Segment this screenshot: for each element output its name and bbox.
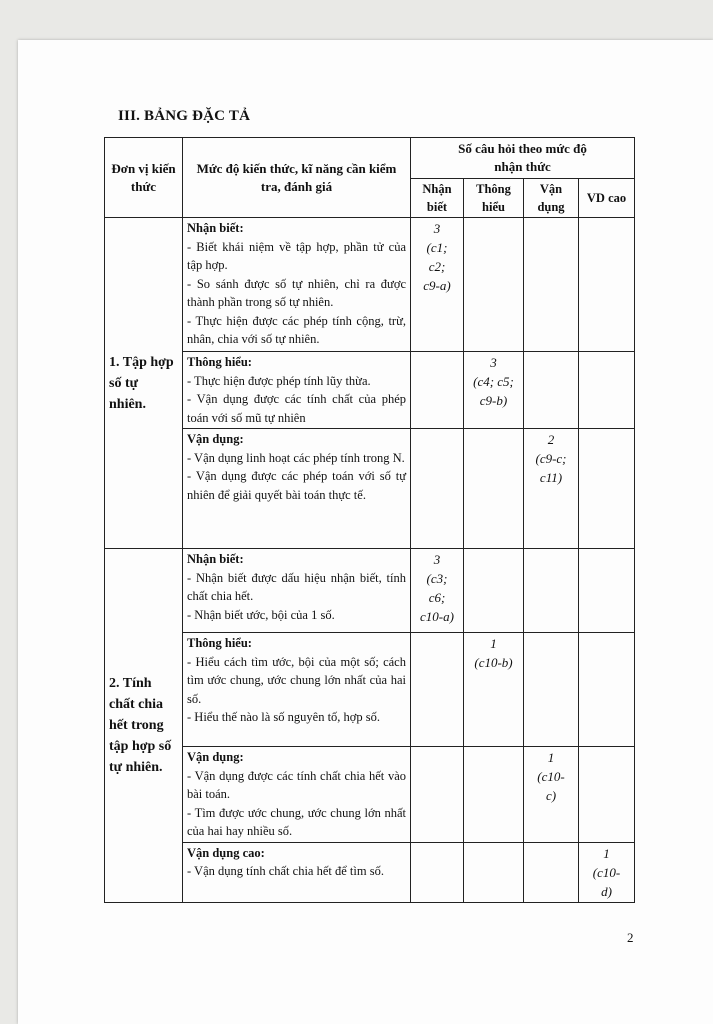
desc-item: - Nhận biết được dấu hiệu nhận biết, tính chất chia hết. <box>187 570 406 603</box>
cell-nb-empty <box>411 429 464 549</box>
unit-2-van-dung-cao-desc <box>183 842 411 902</box>
cell-vdc-empty <box>579 352 635 429</box>
unit-1-van-dung-desc <box>183 429 411 549</box>
question-ref: c10-a) <box>420 609 454 624</box>
question-ref: (c4; c5; <box>473 374 514 389</box>
cell-nb-empty <box>411 352 464 429</box>
question-count: 2 <box>547 432 555 447</box>
cell-th <box>464 633 524 747</box>
question-ref: (c10- <box>592 864 621 880</box>
cell-vd-empty <box>524 218 579 352</box>
cell-vdc <box>579 842 635 902</box>
cell-vdc-empty <box>579 747 635 843</box>
level-title: Vận dụng: <box>187 750 244 764</box>
cell-nb-empty <box>411 633 464 747</box>
unit-1-name: 1. Tập hợp số tự nhiên. <box>105 218 183 549</box>
table-row <box>105 549 635 633</box>
unit-1-nhan-biet-desc <box>183 218 411 352</box>
desc-item: - Vận dụng linh hoạt các phép tính trong N. <box>187 450 405 465</box>
question-ref: c9-b) <box>479 393 508 408</box>
cell-vd-empty <box>524 549 579 633</box>
level-title: Thông hiểu: <box>187 636 252 650</box>
table-row <box>105 429 635 549</box>
specification-table <box>104 137 635 903</box>
cell-vd-empty <box>524 352 579 429</box>
question-count: 3 <box>433 552 441 567</box>
table-row <box>105 842 635 902</box>
question-ref: (c10-b) <box>474 655 513 670</box>
desc-item: - Tìm được ước chung, ước chung lớn nhất của hai hay nhiều số. <box>187 805 406 838</box>
question-count: 3 <box>490 355 497 370</box>
question-ref: (c1; <box>426 240 448 255</box>
unit-2-rows <box>105 549 635 903</box>
question-count: 1 <box>547 750 555 765</box>
cell-vdc-empty <box>579 549 635 633</box>
table-row <box>105 633 635 747</box>
header-unit: Đơn vị kiến thức <box>105 138 183 218</box>
cell-vdc-empty <box>579 429 635 549</box>
desc-item: - Vận dụng được các phép toán với số tự nhiên để giải quyết bài toán thực tế. <box>187 469 406 502</box>
cell-th-empty <box>464 218 524 352</box>
cell-th-empty <box>464 842 524 902</box>
header-van-dung: Vận dụng <box>524 179 579 218</box>
page-number: 2 <box>627 930 634 945</box>
section-heading: III. BẢNG ĐẶC TẢ <box>118 108 251 124</box>
question-ref: c11) <box>539 470 563 485</box>
cell-th-empty <box>464 747 524 843</box>
level-title: Nhận biết: <box>187 221 244 235</box>
question-count: 1 <box>490 636 497 651</box>
table-header <box>105 138 635 218</box>
question-ref: (c3; <box>426 571 448 586</box>
question-ref: (c10- <box>537 769 565 784</box>
table-row <box>105 747 635 843</box>
level-title: Vận dụng: <box>187 432 244 446</box>
unit-2-nhan-biet-desc <box>183 549 411 633</box>
desc-item: - Biết khái niệm về tập hợp, phần tử của tập hợp. <box>187 239 406 272</box>
cell-vd <box>524 747 579 843</box>
desc-item: - So sánh được số tự nhiên, chỉ ra được thành phần trong số tự nhiên. <box>187 276 406 309</box>
header-description: Mức độ kiến thức, kĩ năng cần kiểm tra, đánh giá <box>183 138 411 218</box>
unit-1-thong-hieu-desc <box>183 352 411 429</box>
unit-2-name: 2. Tính chất chia hết trong tập hợp số tự nhiên. <box>105 549 183 903</box>
question-ref: c6; <box>428 590 446 605</box>
desc-item: - Hiểu thế nào là số nguyên tố, hợp số. <box>187 710 381 724</box>
level-title: Nhận biết: <box>187 552 244 566</box>
cell-vd <box>524 429 579 549</box>
cell-nb-empty <box>411 747 464 843</box>
header-thong-hieu: Thông hiểu <box>464 179 524 218</box>
cell-th <box>464 352 524 429</box>
question-ref: c2; <box>428 259 446 274</box>
desc-item: - Hiểu cách tìm ước, bội của một số; cách tìm ước chung, ước chung lớn nhất của hai số. <box>187 654 406 706</box>
unit-1-rows <box>105 218 635 549</box>
cell-nb <box>411 549 464 633</box>
table-row <box>105 218 635 352</box>
desc-item: - Thực hiện được phép tính lũy thừa. <box>187 373 371 388</box>
cell-vd-empty <box>524 842 579 902</box>
question-count: 1 <box>603 845 610 861</box>
unit-2-van-dung-desc <box>183 747 411 843</box>
header-vd-cao: VD cao <box>579 179 635 218</box>
unit-2-thong-hieu-desc <box>183 633 411 747</box>
question-ref: c9-a) <box>423 278 451 293</box>
header-question-count: Số câu hỏi theo mức độ nhận thức <box>411 138 635 179</box>
desc-item: - Vận dụng được các tính chất chia hết vào bài toán. <box>187 768 406 801</box>
desc-item: - Vận dụng tính chất chia hết để tìm số. <box>187 864 384 878</box>
question-ref: c) <box>545 788 557 803</box>
question-count: 3 <box>433 221 441 236</box>
cell-nb <box>411 218 464 352</box>
cell-vdc-empty <box>579 218 635 352</box>
cell-th-empty <box>464 549 524 633</box>
cell-th-empty <box>464 429 524 549</box>
cell-nb-empty <box>411 842 464 902</box>
question-ref: (c9-c; <box>535 451 567 466</box>
desc-item: - Vận dụng được các tính chất của phép toán với số mũ tự nhiên <box>187 392 406 425</box>
level-title: Thông hiểu: <box>187 355 252 369</box>
desc-item: - Nhận biết ước, bội của 1 số. <box>187 607 335 622</box>
question-ref: d) <box>601 883 612 899</box>
level-title: Vận dụng cao: <box>187 845 265 860</box>
header-nhan-biet: Nhận biết <box>411 179 464 218</box>
cell-vdc-empty <box>579 633 635 747</box>
desc-item: - Thực hiện được các phép tính cộng, trừ, nhân, chia với số tự nhiên. <box>187 313 406 346</box>
cell-vd-empty <box>524 633 579 747</box>
table-row <box>105 352 635 429</box>
